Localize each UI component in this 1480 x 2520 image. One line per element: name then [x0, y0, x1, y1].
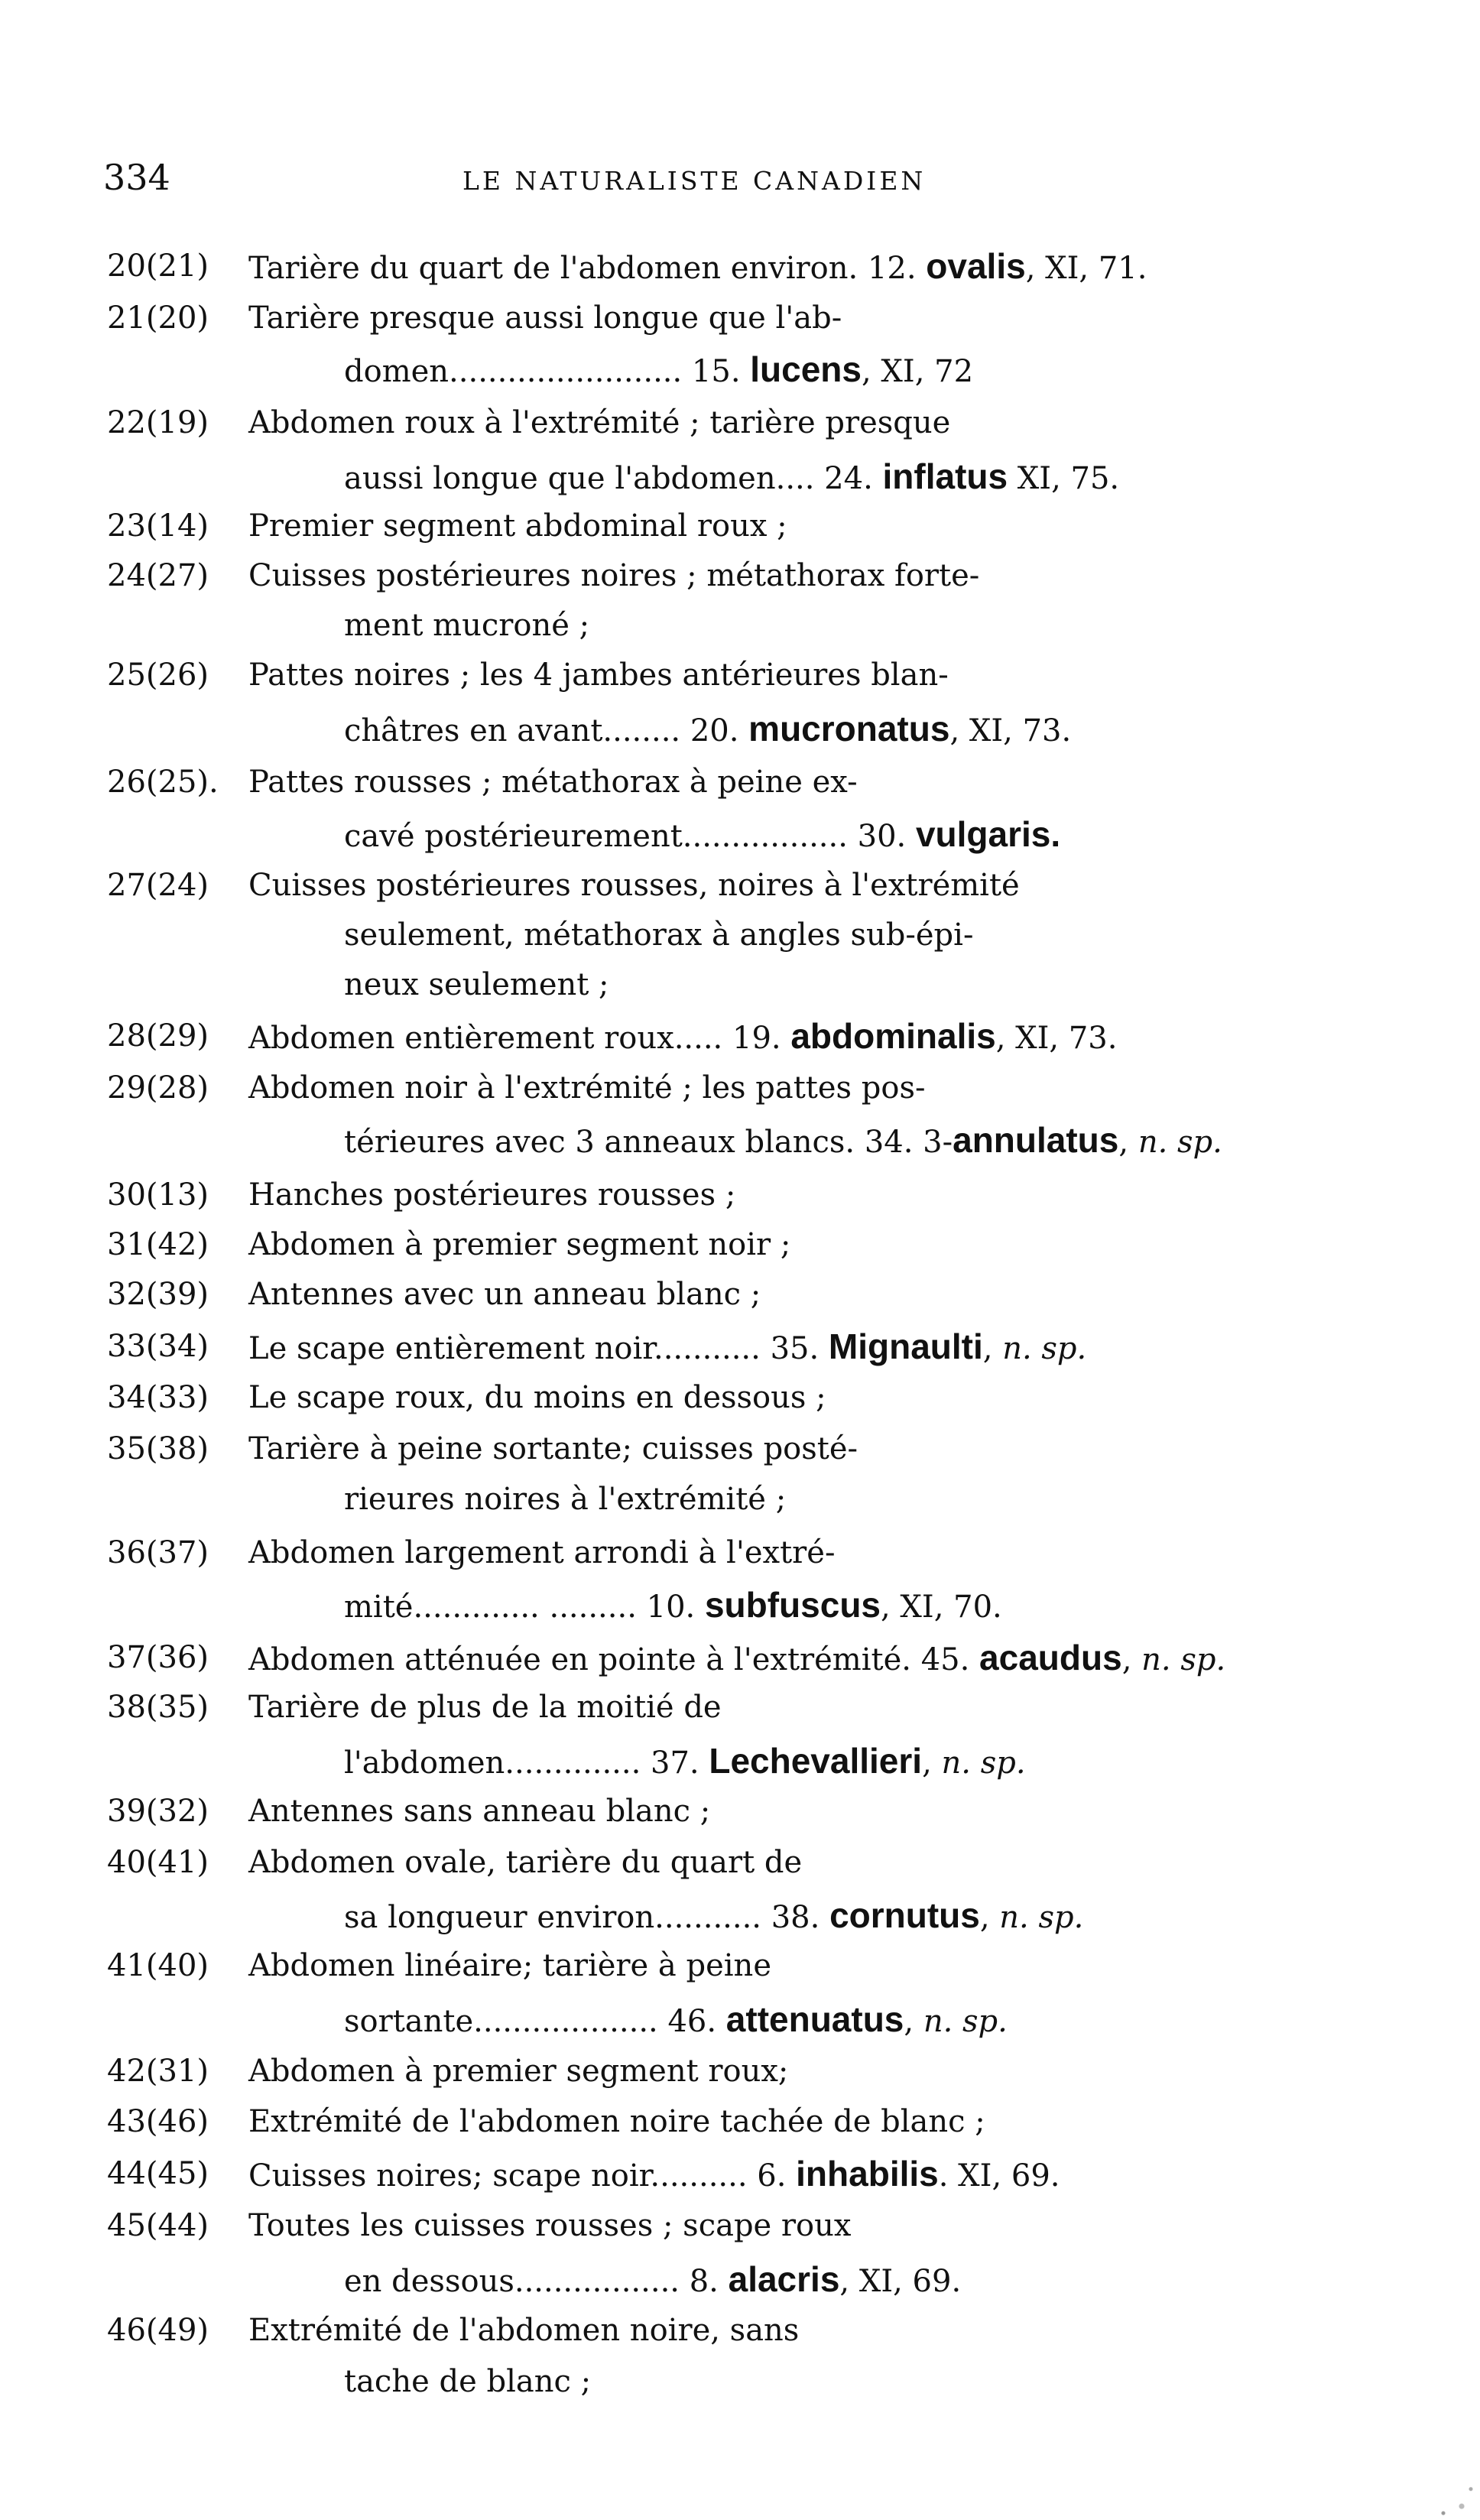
key-line — [107, 600, 1300, 651]
couplet-text — [248, 757, 858, 807]
new-species-mark: n. sp. — [1141, 1642, 1226, 1677]
couplet-text — [248, 2200, 851, 2251]
species-reference: , — [904, 2004, 923, 2039]
couplet-number: 38(35) — [107, 1690, 209, 1725]
couplet-number: 39(32) — [107, 1794, 209, 1829]
species-reference: , XI, 72 — [861, 354, 974, 389]
couplet-number: 44(45) — [107, 2156, 209, 2191]
couplet-description: Le scape entièrement noir........... 35. — [248, 1331, 829, 1366]
key-line — [107, 2305, 1300, 2356]
page-number: 334 — [103, 157, 170, 198]
couplet-number: 26(25). — [107, 765, 219, 800]
couplet-text — [344, 910, 973, 960]
key-line — [107, 809, 1300, 859]
key-line — [107, 1219, 1300, 1270]
couplet-number: 36(37) — [107, 1535, 209, 1570]
couplet-text — [248, 1372, 826, 1423]
species-name: acaudus — [979, 1638, 1122, 1677]
key-line — [107, 1474, 1300, 1525]
key-line — [107, 1372, 1300, 1423]
couplet-text — [344, 2254, 961, 2307]
key-line — [107, 2096, 1300, 2147]
key-line — [107, 293, 1300, 343]
species-name: annulatus — [953, 1120, 1119, 1160]
couplet-number: 22(19) — [107, 405, 209, 440]
couplet-number: 45(44) — [107, 2208, 209, 2243]
couplet-text — [248, 860, 1020, 911]
couplet-text — [248, 1063, 926, 1113]
running-head: LE NATURALISTE CANADIEN — [462, 166, 927, 196]
couplet-number: 27(24) — [107, 868, 209, 903]
couplet-text — [344, 1890, 1083, 1943]
couplet-description: Tarière du quart de l'abdomen environ. 12. — [248, 251, 927, 286]
key-line — [107, 2356, 1300, 2407]
key-line — [107, 1115, 1300, 1165]
couplet-number: 34(33) — [107, 1380, 209, 1415]
couplet-text — [344, 2356, 591, 2407]
couplet-description: Abdomen entièrement roux..... 19. — [248, 1021, 791, 1056]
species-reference: XI, 75. — [1008, 461, 1120, 496]
couplet-text — [248, 1682, 722, 1732]
key-line — [107, 550, 1300, 601]
couplet-number: 21(20) — [107, 300, 209, 336]
key-line — [107, 1682, 1300, 1732]
key-line — [107, 910, 1300, 960]
couplet-number: 30(13) — [107, 1177, 209, 1213]
couplet-number: 25(26) — [107, 658, 209, 693]
couplet-text — [248, 1424, 858, 1474]
couplet-number: 23(14) — [107, 508, 209, 544]
species-reference: , — [982, 1331, 1003, 1366]
key-line — [107, 1786, 1300, 1836]
couplet-number: 32(39) — [107, 1277, 209, 1312]
key-line — [107, 1940, 1300, 1991]
couplet-text — [248, 1528, 835, 1578]
species-reference: , — [979, 1900, 1000, 1935]
key-line — [107, 1736, 1300, 1786]
key-line — [107, 1528, 1300, 1578]
couplet-description: Abdomen linéaire; tarière à peine — [248, 1948, 771, 1983]
couplet-text — [248, 1219, 790, 1270]
key-line — [107, 1063, 1300, 1113]
couplet-description: Pattes rousses ; métathorax à peine ex- — [248, 765, 858, 800]
couplet-description: Extrémité de l'abdomen noire tachée de blanc ; — [248, 2104, 985, 2139]
couplet-description: aussi longue que l'abdomen.... 24. — [344, 461, 883, 496]
key-line — [107, 1632, 1300, 1683]
new-species-mark: n. sp. — [999, 1900, 1084, 1935]
couplet-number: 35(38) — [107, 1431, 209, 1466]
couplet-number: 24(27) — [107, 558, 209, 593]
species-name: subfuscus — [704, 1585, 881, 1625]
species-reference: , XI, 69. — [839, 2264, 962, 2299]
couplet-text — [248, 293, 842, 343]
couplet-text — [248, 650, 949, 700]
species-name: vulgaris. — [915, 814, 1061, 854]
new-species-mark: n. sp. — [923, 2004, 1008, 2039]
key-line — [107, 1424, 1300, 1474]
couplet-text — [248, 1321, 1086, 1374]
couplet-number: 33(34) — [107, 1329, 209, 1364]
couplet-description: rieures noires à l'extrémité ; — [344, 1482, 787, 1517]
couplet-description: Abdomen roux à l'extrémité ; tarière presque — [248, 405, 951, 440]
couplet-number: 46(49) — [107, 2313, 209, 2348]
key-line — [107, 1837, 1300, 1888]
couplet-text — [248, 1269, 761, 1320]
key-line — [107, 960, 1300, 1010]
key-line — [107, 1321, 1300, 1372]
species-reference: , — [922, 1745, 942, 1781]
species-reference: , XI, 73. — [995, 1021, 1118, 1056]
couplet-text — [248, 398, 950, 448]
couplet-text — [248, 1786, 710, 1836]
couplet-text — [248, 1940, 771, 1991]
species-name: inflatus — [882, 456, 1008, 496]
couplet-description: sortante................... 46. — [344, 2004, 726, 2039]
key-line — [107, 2046, 1300, 2096]
couplet-text — [344, 600, 589, 651]
species-reference: . XI, 69. — [938, 2158, 1060, 2194]
couplet-description: ment mucroné ; — [344, 608, 590, 643]
couplet-description: seulement, métathorax à angles sub-épi- — [344, 917, 974, 953]
couplet-description: Abdomen à premier segment roux; — [248, 2054, 789, 2089]
couplet-text — [248, 1011, 1117, 1064]
couplet-text — [248, 550, 979, 601]
couplet-description: l'abdomen.............. 37. — [344, 1745, 709, 1781]
couplet-text — [344, 1580, 1002, 1632]
couplet-description: Antennes avec un anneau blanc ; — [248, 1277, 761, 1312]
couplet-text — [248, 501, 787, 551]
couplet-text — [248, 2305, 799, 2356]
species-reference: , — [1121, 1642, 1142, 1677]
couplet-description: Antennes sans anneau blanc ; — [248, 1794, 711, 1829]
key-line — [107, 398, 1300, 448]
couplet-description: Tarière à peine sortante; cuisses posté- — [248, 1431, 858, 1466]
key-line — [107, 501, 1300, 551]
couplet-text — [344, 1474, 786, 1525]
species-reference: , — [1118, 1125, 1138, 1160]
new-species-mark: n. sp. — [1002, 1331, 1087, 1366]
key-line — [107, 1011, 1300, 1061]
couplet-text — [344, 960, 609, 1010]
species-name: cornutus — [829, 1895, 980, 1935]
couplet-description: neux seulement ; — [344, 967, 609, 1002]
couplet-description: Abdomen à premier segment noir ; — [248, 1227, 791, 1262]
couplet-text — [344, 1736, 1026, 1788]
couplet-text — [248, 1170, 735, 1220]
key-line — [107, 757, 1300, 807]
new-species-mark: n. sp. — [1138, 1125, 1222, 1160]
couplet-number: 20(21) — [107, 248, 209, 284]
couplet-description: Tarière presque aussi longue que l'ab- — [248, 300, 842, 336]
species-name: ovalis — [926, 246, 1026, 286]
key-line — [107, 1994, 1300, 2044]
couplet-description: en dessous................. 8. — [344, 2264, 729, 2299]
couplet-text — [248, 1632, 1225, 1685]
couplet-description: Abdomen largement arrondi à l'extré- — [248, 1535, 836, 1570]
couplet-text — [344, 703, 1071, 756]
couplet-description: tache de blanc ; — [344, 2364, 592, 2399]
key-line — [107, 2254, 1300, 2304]
key-line — [107, 703, 1300, 754]
couplet-text — [344, 809, 1060, 862]
couplet-description: Toutes les cuisses rousses ; scape roux — [248, 2208, 852, 2243]
species-reference: , XI, 73. — [949, 713, 1072, 749]
key-line — [107, 2200, 1300, 2251]
couplet-number: 37(36) — [107, 1640, 209, 1675]
key-line — [107, 1269, 1300, 1320]
couplet-text — [248, 241, 1147, 294]
species-name: mucronatus — [748, 709, 950, 749]
page-corner-smudge — [1388, 2451, 1480, 2520]
couplet-description: Abdomen atténuée en pointe à l'extrémité. 45. — [248, 1642, 980, 1677]
couplet-description: Cuisses noires; scape noir.......... 6. — [248, 2158, 797, 2194]
key-line — [107, 1580, 1300, 1630]
key-line — [107, 241, 1300, 291]
couplet-description: Extrémité de l'abdomen noire, sans — [248, 2313, 800, 2348]
couplet-description: Le scape roux, du moins en dessous ; — [248, 1380, 826, 1415]
couplet-text — [248, 2046, 788, 2096]
species-name: inhabilis — [796, 2154, 939, 2194]
couplet-text — [344, 1115, 1222, 1167]
couplet-text — [248, 1837, 802, 1888]
couplet-number: 29(28) — [107, 1070, 209, 1106]
couplet-description: mité............. ......... 10. — [344, 1590, 705, 1625]
species-name: abdominalis — [790, 1016, 996, 1056]
couplet-text — [344, 1994, 1008, 2047]
couplet-text — [344, 451, 1119, 504]
key-line — [107, 650, 1300, 700]
couplet-number: 42(31) — [107, 2054, 209, 2089]
key-line — [107, 344, 1300, 395]
couplet-description: cavé postérieurement................. 30. — [344, 819, 916, 854]
couplet-description: Hanches postérieures rousses ; — [248, 1177, 736, 1213]
species-reference: , XI, 71. — [1025, 251, 1147, 286]
key-line — [107, 1170, 1300, 1220]
couplet-number: 43(46) — [107, 2104, 209, 2139]
key-line — [107, 451, 1300, 502]
couplet-text — [248, 2148, 1060, 2201]
couplet-description: Premier segment abdominal roux ; — [248, 508, 787, 544]
couplet-number: 31(42) — [107, 1227, 209, 1262]
couplet-number: 41(40) — [107, 1948, 209, 1983]
couplet-text — [248, 2096, 985, 2147]
couplet-description: Pattes noires ; les 4 jambes antérieures blan- — [248, 658, 949, 693]
couplet-number: 40(41) — [107, 1845, 209, 1880]
species-name: Lechevallieri — [709, 1741, 923, 1781]
species-name: alacris — [728, 2259, 840, 2299]
couplet-description: térieures avec 3 anneaux blancs. 34. 3- — [344, 1125, 953, 1160]
species-name: Mignaulti — [828, 1327, 983, 1366]
couplet-description: Abdomen noir à l'extrémité ; les pattes pos- — [248, 1070, 926, 1106]
couplet-description: sa longueur environ........... 38. — [344, 1900, 830, 1935]
couplet-description: domen........................ 15. — [344, 354, 751, 389]
couplet-description: Cuisses postérieures noires ; métathorax forte- — [248, 558, 980, 593]
couplet-description: Abdomen ovale, tarière du quart de — [248, 1845, 803, 1880]
species-name: lucens — [750, 349, 862, 389]
key-line — [107, 2148, 1300, 2199]
page-header — [103, 157, 1342, 210]
couplet-description: châtres en avant........ 20. — [344, 713, 749, 749]
species-reference: , XI, 70. — [881, 1590, 1002, 1625]
species-name: attenuatus — [725, 1999, 904, 2039]
new-species-mark: n. sp. — [941, 1745, 1026, 1781]
couplet-text — [344, 344, 973, 397]
couplet-description: Tarière de plus de la moitié de — [248, 1690, 722, 1725]
key-line — [107, 860, 1300, 911]
key-line — [107, 1890, 1300, 1940]
couplet-description: Cuisses postérieures rousses, noires à l'extrémité — [248, 868, 1020, 903]
couplet-number: 28(29) — [107, 1018, 209, 1054]
